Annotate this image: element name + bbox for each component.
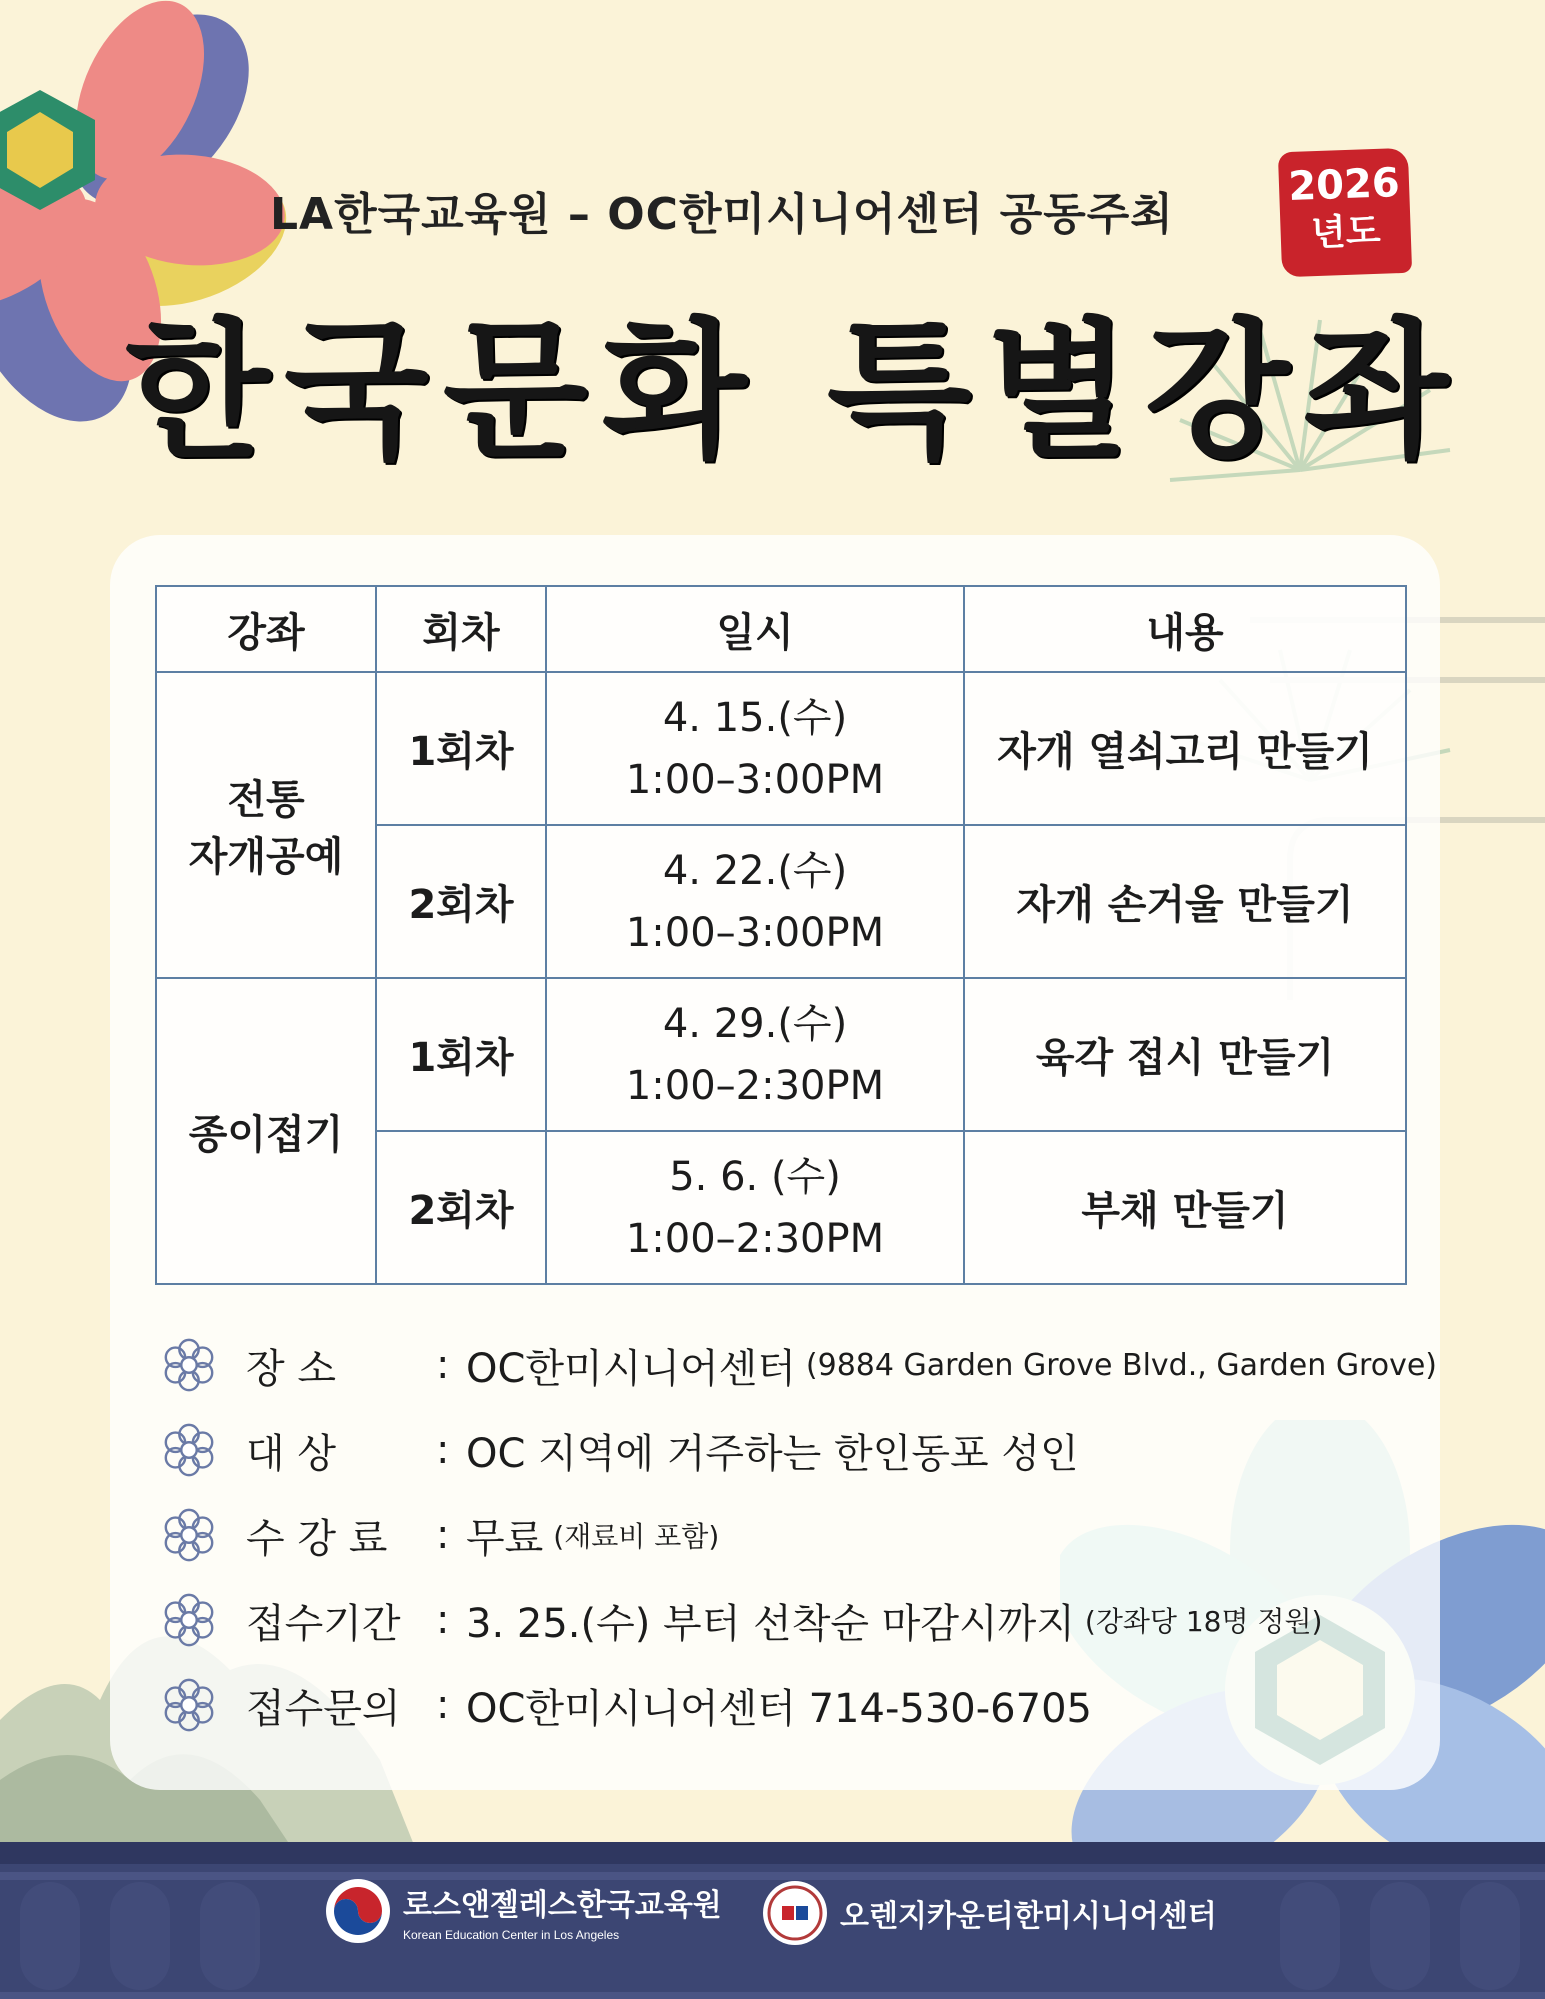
period-note: (강좌당 18명 정원) [1084,1605,1323,1638]
session-time: 1:00–2:30PM [625,1062,885,1109]
organizers-line: LA한국교육원 – OC한미시니어센터 공동주최 [270,189,1174,240]
colon: : [436,1682,450,1728]
round-cell: 2회차 [376,1131,546,1284]
course-name: 전통 [227,777,305,823]
session-date: 4. 15.(수) [662,694,848,741]
flower-bullet-icon [160,1421,218,1479]
page-title: 한국문화 특별강좌 [125,303,1463,479]
session-time: 1:00–2:30PM [625,1215,885,1262]
content-cell: 자개 손거울 만들기 [964,825,1406,978]
table-row [156,672,1406,825]
left-organization-logo [325,1878,722,1944]
course-name: 종이접기 [188,1111,344,1158]
session-time: 1:00–3:00PM [625,909,885,956]
taegeuk-icon [325,1878,391,1944]
info-place [160,1336,1437,1394]
year-suffix: 년도 [1310,210,1382,255]
session-time: 1:00–3:00PM [625,756,885,803]
senior-center-seal-icon [762,1880,828,1946]
datetime-cell [546,978,964,1131]
content-cell: 자개 열쇠고리 만들기 [964,672,1406,825]
info-contact [160,1676,1092,1734]
period-value: 3. 25.(수) 부터 선착순 마감시까지 [466,1600,1075,1647]
course-name: 자개공예 [188,834,344,880]
content-cell: 부채 만들기 [964,1131,1406,1284]
header-content: 내용 [964,586,1406,672]
colon: : [436,1427,450,1473]
fee-label: 수 강 료 [246,1515,388,1562]
session-date: 5. 6. (수) [669,1153,841,1200]
course-name-cell [156,672,376,978]
course-name-cell [156,978,376,1284]
flower-bullet-icon [160,1591,218,1649]
colon: : [436,1512,450,1558]
round-cell: 2회차 [376,825,546,978]
round-cell: 1회차 [376,978,546,1131]
colon: : [436,1597,450,1643]
datetime-cell [546,825,964,978]
place-value: OC한미시니어센터 [466,1345,796,1392]
session-date: 4. 29.(수) [662,1000,848,1047]
left-organization-name: 로스앤젤레스한국교육원 [403,1888,722,1923]
contact-value: OC한미시니어센터 714-530-6705 [466,1685,1092,1732]
table-header-row [156,586,1406,672]
session-date: 4. 22.(수) [662,847,848,894]
fee-value: 무료 [466,1515,544,1562]
info-fee [160,1506,719,1564]
place-address: (9884 Garden Grove Blvd., Garden Grove) [805,1347,1438,1383]
header-datetime: 일시 [546,586,964,672]
place-label: 장 소 [246,1345,336,1392]
target-label: 대 상 [246,1430,336,1477]
right-organization-name: 오렌지카운티한미시니어센터 [840,1899,1217,1934]
year-stamp [1278,148,1412,277]
left-organization-subtitle: Korean Education Center in Los Angeles [403,1928,620,1942]
target-value: OC 지역에 거주하는 한인동포 성인 [466,1430,1079,1477]
datetime-cell [546,1131,964,1284]
flower-bullet-icon [160,1676,218,1734]
fee-note: (재료비 포함) [553,1520,720,1553]
year-number: 2026 [1287,160,1401,210]
datetime-cell [546,672,964,825]
colon: : [436,1342,450,1388]
content-cell: 육각 접시 만들기 [964,978,1406,1131]
round-cell: 1회차 [376,672,546,825]
header-course: 강좌 [156,586,376,672]
period-label: 접수기간 [246,1600,401,1647]
info-period [160,1591,1322,1649]
right-organization-logo [762,1880,1217,1946]
flower-bullet-icon [160,1336,218,1394]
header-round: 회차 [376,586,546,672]
contact-label: 접수문의 [246,1685,401,1732]
table-row [156,978,1406,1131]
flower-bullet-icon [160,1506,218,1564]
info-target [160,1421,1079,1479]
schedule-table [155,585,1407,1285]
